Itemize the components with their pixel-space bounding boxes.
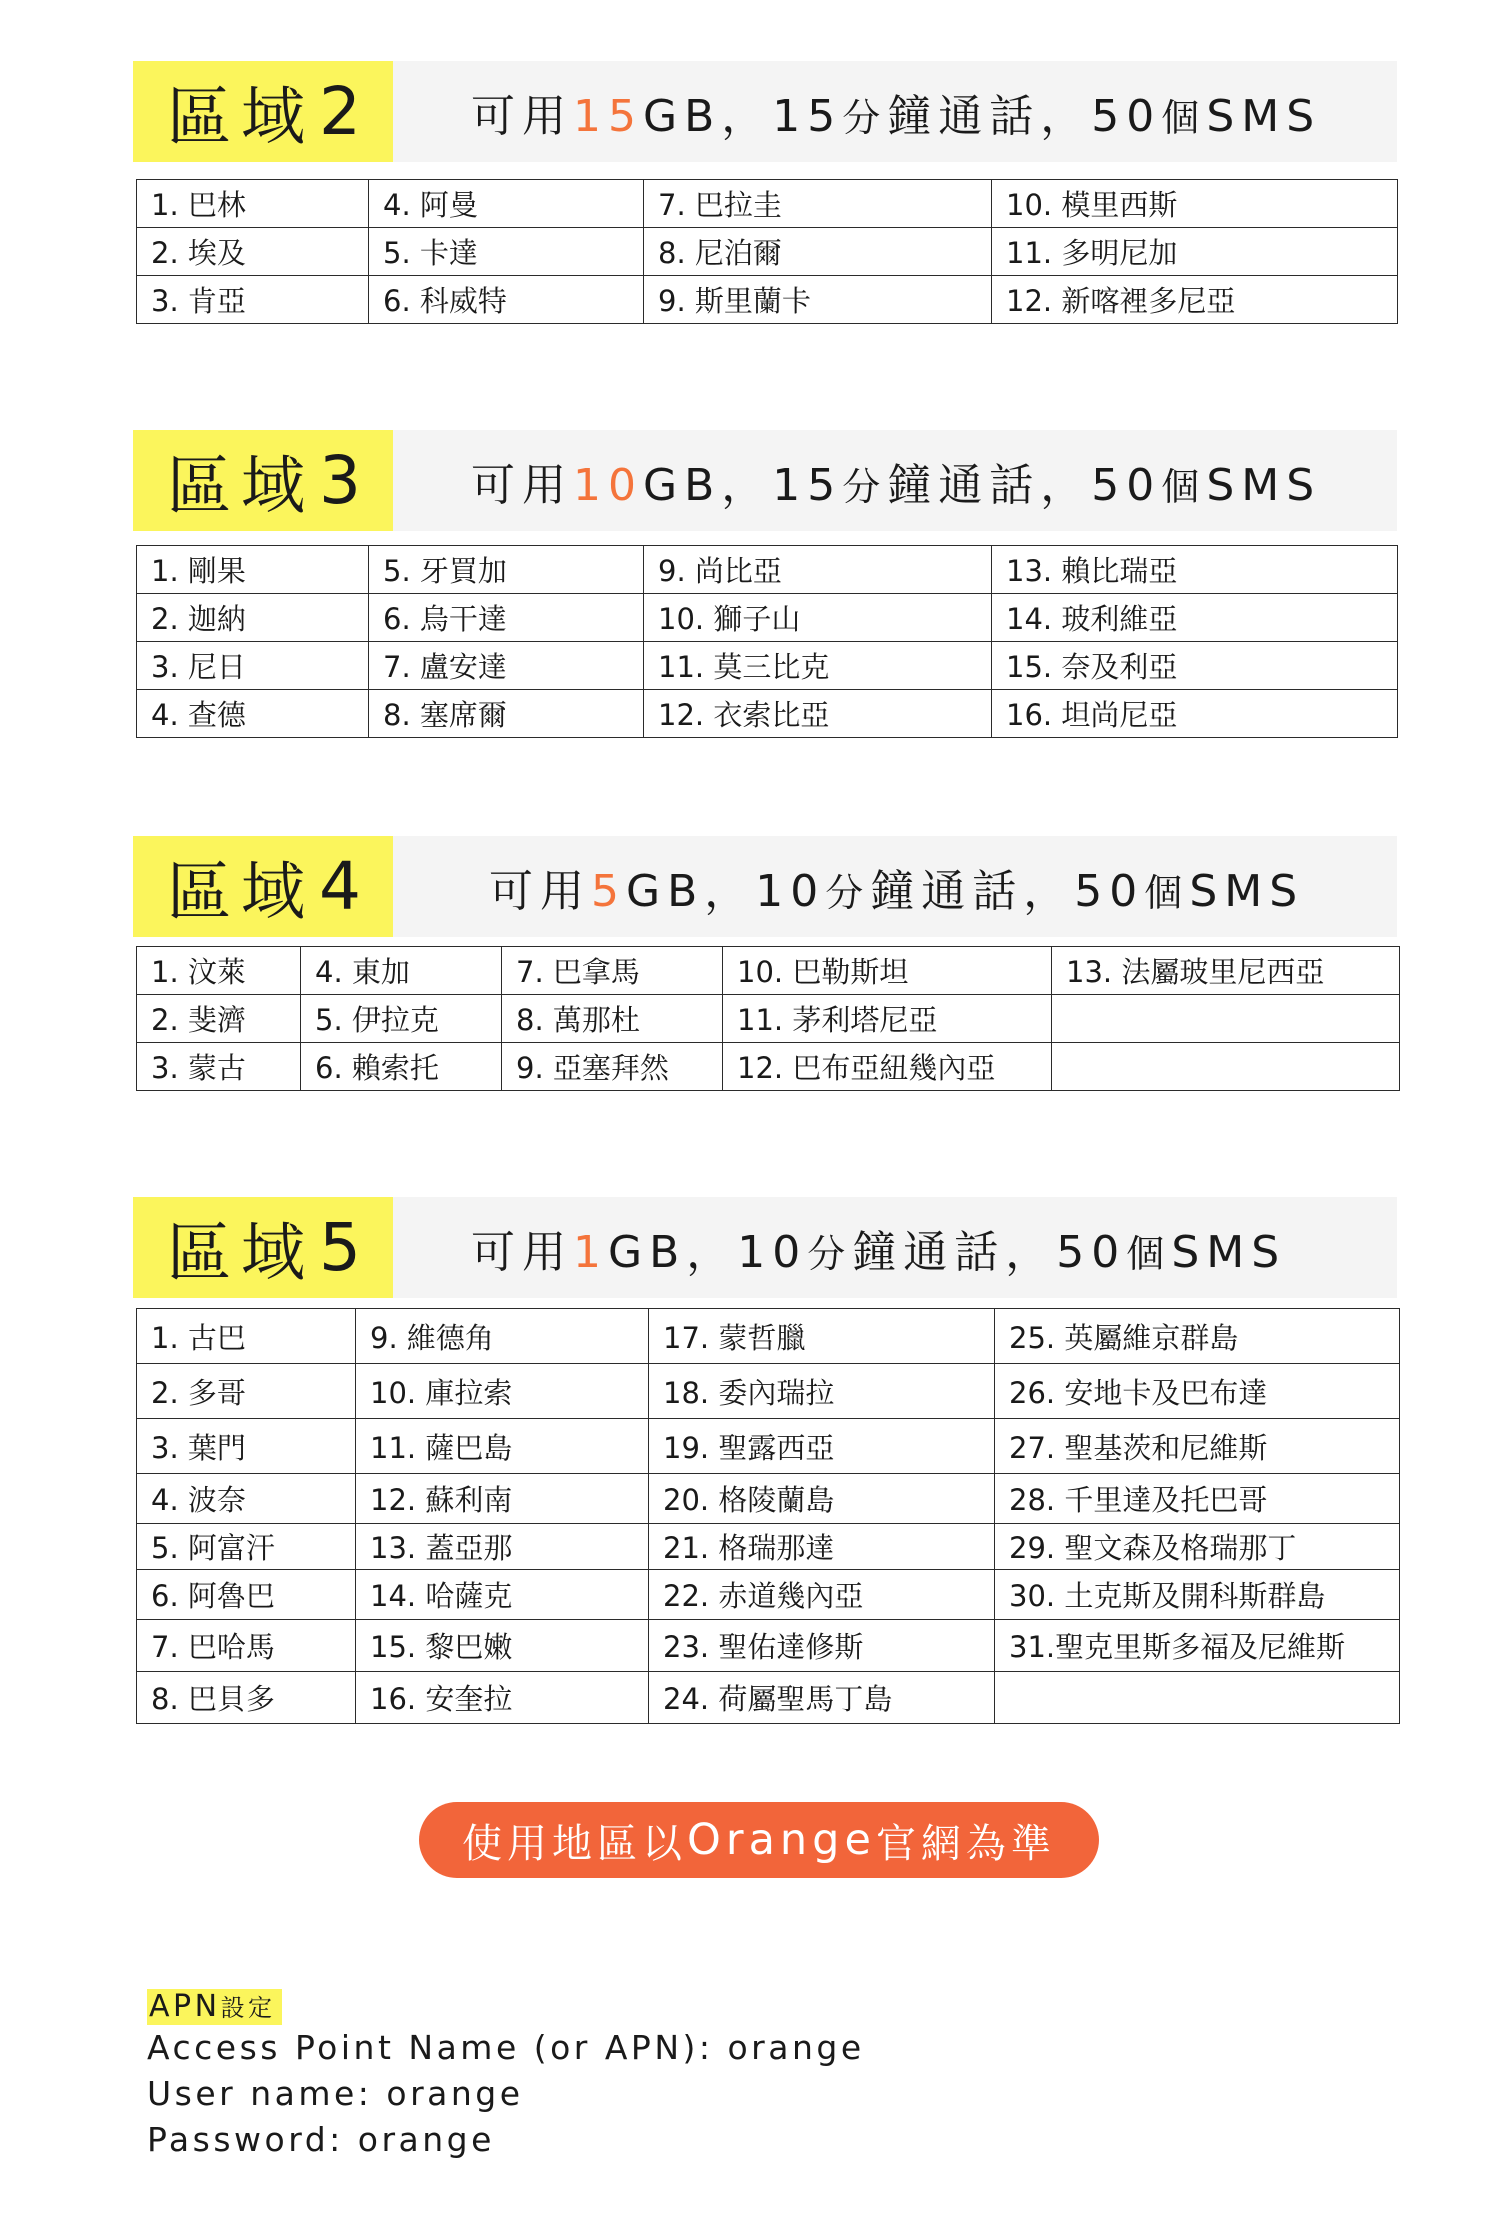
country-cell: 2. 斐濟 xyxy=(137,995,301,1043)
country-cell: 5. 阿富汗 xyxy=(137,1524,356,1570)
country-cell: 3. 肯亞 xyxy=(137,276,369,324)
country-cell: 12. 新喀裡多尼亞 xyxy=(992,276,1398,324)
region-number: 5 xyxy=(319,1209,361,1286)
data-unit: GB xyxy=(643,90,722,142)
table-row xyxy=(137,642,1398,690)
country-cell: 23. 聖佑達修斯 xyxy=(649,1620,995,1672)
country-cell: 7. 盧安達 xyxy=(369,642,644,690)
apn-password-line: Password: orange xyxy=(147,2120,495,2159)
country-cell: 19. 聖露西亞 xyxy=(649,1419,995,1474)
region-label: 區域 xyxy=(167,1216,315,1291)
region-5-section xyxy=(133,1197,1397,1716)
country-cell: 21. 格瑞那達 xyxy=(649,1524,995,1570)
notice-brand: Orange xyxy=(687,1815,876,1865)
calls-word: 鐘通話 xyxy=(870,865,1024,917)
table-row xyxy=(137,1620,1400,1672)
region-banner xyxy=(133,1197,1397,1298)
minutes-value: ，10 xyxy=(704,865,826,917)
minutes-word: 分 xyxy=(807,1231,853,1276)
country-cell: 9. 維德角 xyxy=(356,1309,649,1364)
country-cell: 12. 巴布亞紐幾內亞 xyxy=(723,1043,1052,1091)
data-unit: GB xyxy=(643,459,722,511)
table-row xyxy=(137,228,1398,276)
country-cell: 27. 聖基茨和尼維斯 xyxy=(995,1419,1400,1474)
minutes-value: ，15 xyxy=(721,459,843,511)
country-cell: 1. 汶萊 xyxy=(137,947,301,995)
table-row xyxy=(137,594,1398,642)
sms-label: SMS xyxy=(1206,459,1322,511)
country-cell: 13. 法屬玻里尼西亞 xyxy=(1052,947,1400,995)
country-cell: 8. 萬那杜 xyxy=(502,995,723,1043)
country-cell: 12. 蘇利南 xyxy=(356,1474,649,1524)
sms-count: ，50 xyxy=(1040,459,1162,511)
data-amount: 15 xyxy=(573,90,643,142)
country-cell: 13. 賴比瑞亞 xyxy=(992,546,1398,594)
count-word: 個 xyxy=(1144,870,1190,915)
country-cell: 4. 阿曼 xyxy=(369,180,644,228)
region-tag xyxy=(133,430,393,531)
apn-username-line: User name: orange xyxy=(147,2074,524,2113)
country-cell: 8. 塞席爾 xyxy=(369,690,644,738)
country-cell: 31.聖克里斯多福及尼維斯 xyxy=(995,1620,1400,1672)
calls-word: 鐘通話 xyxy=(887,459,1041,511)
country-cell: 9. 斯里蘭卡 xyxy=(644,276,992,324)
table-row xyxy=(137,1419,1400,1474)
table-row xyxy=(137,546,1398,594)
region-banner xyxy=(133,430,1397,531)
region-3-section xyxy=(133,430,1397,732)
minutes-value: ，10 xyxy=(686,1226,808,1278)
region-label: 區域 xyxy=(167,855,315,930)
region-number: 2 xyxy=(319,73,361,150)
country-cell: 5. 伊拉克 xyxy=(301,995,502,1043)
region-number: 4 xyxy=(319,848,361,925)
country-cell: 16. 坦尚尼亞 xyxy=(992,690,1398,738)
country-cell: 10. 巴勒斯坦 xyxy=(723,947,1052,995)
country-cell: 11. 莫三比克 xyxy=(644,642,992,690)
plan-summary xyxy=(471,80,1321,144)
table-row xyxy=(137,995,1400,1043)
data-unit: GB xyxy=(626,865,705,917)
country-cell xyxy=(1052,1043,1400,1091)
table-row xyxy=(137,1043,1400,1091)
country-cell: 25. 英屬維京群島 xyxy=(995,1309,1400,1364)
country-cell: 7. 巴哈馬 xyxy=(137,1620,356,1672)
plan-prefix: 可用 xyxy=(471,1226,573,1278)
country-table xyxy=(136,1308,1400,1724)
country-table xyxy=(136,179,1398,324)
calls-word: 鐘通話 xyxy=(887,90,1041,142)
country-cell: 15. 黎巴嫩 xyxy=(356,1620,649,1672)
country-cell: 29. 聖文森及格瑞那丁 xyxy=(995,1524,1400,1570)
country-cell: 12. 衣索比亞 xyxy=(644,690,992,738)
country-cell: 11. 茅利塔尼亞 xyxy=(723,995,1052,1043)
country-cell: 4. 查德 xyxy=(137,690,369,738)
sms-label: SMS xyxy=(1189,865,1305,917)
country-cell: 14. 哈薩克 xyxy=(356,1570,649,1620)
data-unit: GB xyxy=(608,1226,687,1278)
country-cell: 30. 土克斯及開科斯群島 xyxy=(995,1570,1400,1620)
data-amount: 10 xyxy=(573,459,643,511)
country-cell xyxy=(995,1672,1400,1724)
table-row xyxy=(137,276,1398,324)
count-word: 個 xyxy=(1126,1231,1172,1276)
country-cell: 2. 迦納 xyxy=(137,594,369,642)
region-tag xyxy=(133,836,393,937)
sms-count: ，50 xyxy=(1005,1226,1127,1278)
country-cell: 7. 巴拿馬 xyxy=(502,947,723,995)
region-2-section xyxy=(133,61,1397,318)
country-cell: 18. 委內瑞拉 xyxy=(649,1364,995,1419)
country-cell: 9. 亞塞拜然 xyxy=(502,1043,723,1091)
notice-text-before: 使用地區以 xyxy=(462,1820,688,1867)
apn-settings xyxy=(147,1985,865,2163)
country-cell: 17. 蒙哲臘 xyxy=(649,1309,995,1364)
region-label: 區域 xyxy=(167,449,315,524)
country-cell: 5. 牙買加 xyxy=(369,546,644,594)
plan-summary xyxy=(489,855,1304,919)
plan-prefix: 可用 xyxy=(471,90,573,142)
minutes-word: 分 xyxy=(825,870,871,915)
country-cell: 2. 埃及 xyxy=(137,228,369,276)
plan-summary xyxy=(471,1216,1286,1280)
minutes-word: 分 xyxy=(842,95,888,140)
country-cell: 1. 巴林 xyxy=(137,180,369,228)
region-label: 區域 xyxy=(167,80,315,155)
table-row xyxy=(137,1364,1400,1419)
data-amount: 5 xyxy=(591,865,626,917)
country-cell: 13. 蓋亞那 xyxy=(356,1524,649,1570)
country-cell: 6. 賴索托 xyxy=(301,1043,502,1091)
region-banner xyxy=(133,836,1397,937)
country-cell: 11. 多明尼加 xyxy=(992,228,1398,276)
apn-access-point-line: Access Point Name (or APN): orange xyxy=(147,2028,865,2067)
region-tag xyxy=(133,1197,393,1298)
country-cell: 14. 玻利維亞 xyxy=(992,594,1398,642)
country-cell: 8. 尼泊爾 xyxy=(644,228,992,276)
country-cell: 26. 安地卡及巴布達 xyxy=(995,1364,1400,1419)
table-row xyxy=(137,1524,1400,1570)
apn-title-cjk: 設定 xyxy=(220,1994,276,2022)
country-cell: 6. 烏干達 xyxy=(369,594,644,642)
plan-prefix: 可用 xyxy=(471,459,573,511)
plan-prefix: 可用 xyxy=(489,865,591,917)
country-cell: 10. 模里西斯 xyxy=(992,180,1398,228)
region-tag xyxy=(133,61,393,162)
country-cell: 16. 安奎拉 xyxy=(356,1672,649,1724)
country-cell xyxy=(1052,995,1400,1043)
table-row xyxy=(137,180,1398,228)
table-row xyxy=(137,1474,1400,1524)
country-table xyxy=(136,545,1398,738)
apn-title xyxy=(147,1989,282,2025)
region-4-section xyxy=(133,836,1397,1085)
country-cell: 3. 蒙古 xyxy=(137,1043,301,1091)
region-banner xyxy=(133,61,1397,162)
country-table xyxy=(136,946,1400,1091)
country-cell: 1. 古巴 xyxy=(137,1309,356,1364)
country-cell: 2. 多哥 xyxy=(137,1364,356,1419)
minutes-word: 分 xyxy=(842,464,888,509)
sms-label: SMS xyxy=(1171,1226,1287,1278)
country-cell: 6. 阿魯巴 xyxy=(137,1570,356,1620)
minutes-value: ，15 xyxy=(721,90,843,142)
data-amount: 1 xyxy=(573,1226,608,1278)
country-cell: 1. 剛果 xyxy=(137,546,369,594)
table-row xyxy=(137,1672,1400,1724)
country-cell: 22. 赤道幾內亞 xyxy=(649,1570,995,1620)
country-cell: 4. 波奈 xyxy=(137,1474,356,1524)
country-cell: 3. 葉門 xyxy=(137,1419,356,1474)
sms-count: ，50 xyxy=(1040,90,1162,142)
country-cell: 4. 東加 xyxy=(301,947,502,995)
country-cell: 10. 庫拉索 xyxy=(356,1364,649,1419)
country-cell: 5. 卡達 xyxy=(369,228,644,276)
country-cell: 3. 尼日 xyxy=(137,642,369,690)
calls-word: 鐘通話 xyxy=(852,1226,1006,1278)
region-number: 3 xyxy=(319,442,361,519)
country-cell: 11. 薩巴島 xyxy=(356,1419,649,1474)
count-word: 個 xyxy=(1161,464,1207,509)
table-row xyxy=(137,1309,1400,1364)
notice-text-after: 官網為準 xyxy=(875,1820,1056,1867)
country-cell: 10. 獅子山 xyxy=(644,594,992,642)
country-cell: 15. 奈及利亞 xyxy=(992,642,1398,690)
plan-summary xyxy=(471,449,1321,513)
country-cell: 6. 科威特 xyxy=(369,276,644,324)
sms-count: ，50 xyxy=(1023,865,1145,917)
country-cell: 8. 巴貝多 xyxy=(137,1672,356,1724)
country-cell: 20. 格陵蘭島 xyxy=(649,1474,995,1524)
country-cell: 7. 巴拉圭 xyxy=(644,180,992,228)
count-word: 個 xyxy=(1161,95,1207,140)
country-cell: 24. 荷屬聖馬丁島 xyxy=(649,1672,995,1724)
apn-title-latin: APN xyxy=(149,1989,221,2024)
country-cell: 9. 尚比亞 xyxy=(644,546,992,594)
country-cell: 28. 千里達及托巴哥 xyxy=(995,1474,1400,1524)
table-row xyxy=(137,947,1400,995)
table-row xyxy=(137,1570,1400,1620)
sms-label: SMS xyxy=(1206,90,1322,142)
official-site-notice-button[interactable] xyxy=(419,1802,1099,1878)
table-row xyxy=(137,690,1398,738)
